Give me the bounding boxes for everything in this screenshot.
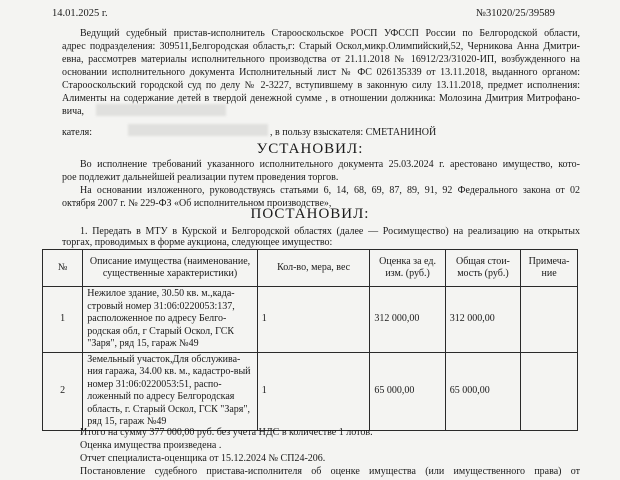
intro-line: Старооскольский городской суд по делу № 2-3227, вступившему в законную силу 13.11.2018, предмет исполнения: [62, 80, 580, 91]
cell-quantity: 1 [257, 287, 370, 353]
col-header-unit-price: Оценка за ед. изм. (руб.) [370, 250, 445, 287]
resolved-line: торгах, проводимых в форме аукциона, следующее имущество: [62, 237, 333, 248]
table-row [43, 287, 578, 353]
cell-description: Нежилое здание, 30.50 кв. м.,када-стровый номер 31:06:0220053:137, расположенное по адресу Белго-родская обл, г Старый Оскол, ГСК "Заря", ряд 15, гараж №49 [83, 287, 258, 353]
established-line: октября 2007 г. № 229-ФЗ «Об исполнительном производстве», [62, 198, 332, 209]
cell-unit-price: 65 000,00 [370, 352, 445, 430]
section-established-title: УСТАНОВИЛ: [256, 141, 364, 157]
redacted-block [128, 124, 268, 136]
established-line: рое подлежит дальнейшей реализации путем проведения торгов. [62, 172, 339, 183]
cell-unit-price: 312 000,00 [370, 287, 445, 353]
col-header-total-price: Общая стои-мость (руб.) [445, 250, 520, 287]
cell-quantity: 1 [257, 352, 370, 430]
intro-line: Алименты на содержание детей в твердой денежной сумме , в отношении должника: Молозина Дмитрия Митрофано- [62, 93, 580, 104]
col-header-no: № [43, 250, 83, 287]
resolved-line: 1. Передать в МТУ в Курской и Белгородской областях (далее — Росимущество) на реализацию на открытых [80, 226, 580, 237]
property-table [42, 249, 578, 431]
redacted-block [96, 104, 226, 116]
intro-line: евна, рассмотрев материалы исполнительного производства от 21.11.2018 № 16912/23/31020-ИП, возбужденного на [62, 54, 580, 65]
recipient-line: , в пользу взыскателя: СМЕТАНИНОЙ [270, 127, 437, 138]
section-resolved-title: ПОСТАНОВИЛ: [250, 206, 370, 222]
footer-line: Отчет специалиста-оценщика от 15.12.2024 № СП24-206. [80, 453, 326, 464]
table-header-row [43, 250, 578, 287]
established-line: На основании изложенного, руководствуясь статьями 6, 14, 68, 69, 87, 89, 91, 92 Федерального закона от 02 [80, 185, 580, 196]
document-number: №31020/25/39589 [476, 8, 555, 19]
footer-line: Постановление судебного пристава-исполнителя об оценке имущества (или имущественного права) от [80, 466, 580, 477]
col-header-description: Описание имущества (наименование, существенные характеристики) [83, 250, 258, 287]
cell-note [521, 287, 578, 353]
cell-no: 2 [43, 352, 83, 430]
cell-total-price: 312 000,00 [445, 287, 520, 353]
cell-note [521, 352, 578, 430]
intro-line: вича, [62, 106, 85, 117]
col-header-note: Примеча-ние [521, 250, 578, 287]
cell-description: Земельный участок,Для обслужива-ния гаража, 34.00 кв. м., кадастро-вый номер 31:06:0220053:51, распо-ложенный по адресу Белгородская область, г. Старый Оскол, ГСК "Заря", ряд 15, гараж №49 [83, 352, 258, 430]
document-date: 14.01.2025 г. [52, 8, 108, 19]
footer-line: Оценка имущества произведена . [80, 440, 222, 451]
footer-total-line: Итого на сумму 377 000,00 руб. без учета НДС в количестве 1 лотов. [80, 427, 373, 438]
intro-line: кателя: [62, 127, 93, 138]
cell-no: 1 [43, 287, 83, 353]
col-header-quantity: Кол-во, мера, вес [257, 250, 370, 287]
table-row [43, 352, 578, 430]
intro-line: адрес подразделения: 309511,Белгородская область,г: Старый Оскол,микр.Олимпийский,52, Черникова Анна Дмитри- [62, 41, 580, 52]
intro-line: основании исполнительного документа Исполнительный лист № ФС 026135339 от 13.11.2018, выданного органом: [62, 67, 580, 78]
intro-line: Ведущий судебный пристав-исполнитель Старооскольское РОСП УФССП России по Белгородской области, [80, 28, 580, 39]
established-line: Во исполнение требований указанного исполнительного документа 25.03.2024 г. арестовано имущество, кото- [80, 159, 580, 170]
cell-total-price: 65 000,00 [445, 352, 520, 430]
